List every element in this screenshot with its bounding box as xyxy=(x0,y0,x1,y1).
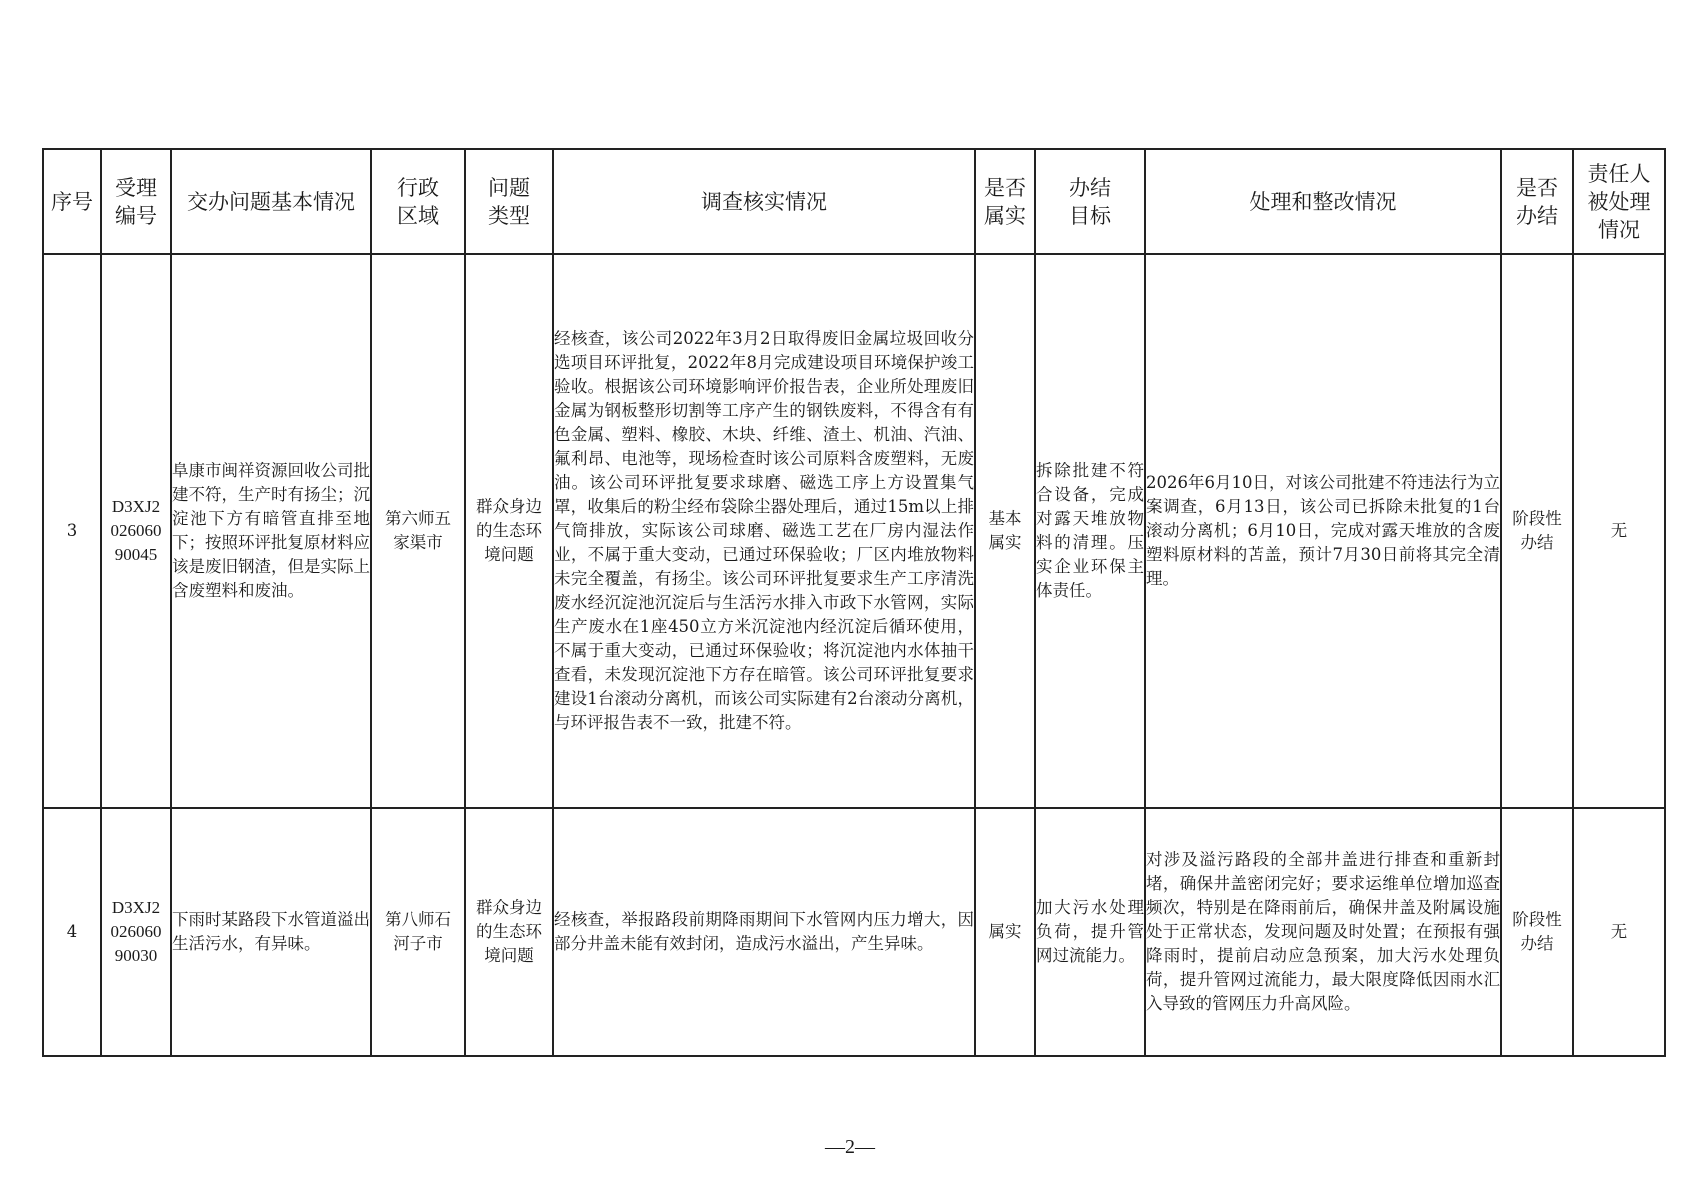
table-row xyxy=(43,808,1665,1056)
cell-accountability: 无 xyxy=(1573,808,1665,1056)
header-handling: 处理和整改情况 xyxy=(1145,149,1501,254)
header-region xyxy=(371,149,465,254)
header-problem: 交办问题基本情况 xyxy=(171,149,371,254)
cell-id xyxy=(101,808,171,1056)
cell-problem: 下雨时某路段下水管道溢出生活污水，有异味。 xyxy=(171,808,371,1056)
cell-completed-text: 阶段性 办结 xyxy=(1512,509,1562,552)
header-verified-text: 是否 属实 xyxy=(984,175,1026,228)
cell-problem: 阜康市闽祥资源回收公司批建不符，生产时有扬尘；沉淀池下方有暗管直排至地下；按照环评批复原材料应该是废旧钢渣，但是实际上含废塑料和废油。 xyxy=(171,254,371,808)
table-row xyxy=(43,254,1665,808)
cell-handling: 2026年6月10日，对该公司批建不符违法行为立案调查，6月13日，该公司已拆除未批复的1台滚动分离机；6月10日，完成对露天堆放的含废塑料原材料的苫盖，预计7月30日前将其完全清理。 xyxy=(1145,254,1501,808)
cell-type xyxy=(465,254,553,808)
header-seq: 序号 xyxy=(43,149,101,254)
cell-goal: 加大污水处理负荷，提升管网过流能力。 xyxy=(1035,808,1145,1056)
cell-id-text: D3XJ2 026060 90045 xyxy=(110,497,162,564)
cell-investigation: 经核查，举报路段前期降雨期间下水管网内压力增大，因部分井盖未能有效封闭，造成污水溢出，产生异味。 xyxy=(553,808,975,1056)
header-completed xyxy=(1501,149,1573,254)
cell-completed-text: 阶段性 办结 xyxy=(1512,910,1562,953)
cell-region-text: 第六师五 家渠市 xyxy=(385,509,451,552)
cell-verified-text: 基本 属实 xyxy=(988,509,1022,552)
page-number: —2— xyxy=(825,1136,875,1158)
header-completed-text: 是否 办结 xyxy=(1516,175,1558,228)
cell-id xyxy=(101,254,171,808)
cell-seq: 3 xyxy=(43,254,101,808)
header-accountability xyxy=(1573,149,1665,254)
header-verified xyxy=(975,149,1035,254)
header-id xyxy=(101,149,171,254)
header-goal xyxy=(1035,149,1145,254)
cell-verified-text: 属实 xyxy=(988,922,1022,941)
cell-region-text: 第八师石 河子市 xyxy=(385,910,451,953)
cell-seq: 4 xyxy=(43,808,101,1056)
cell-type xyxy=(465,808,553,1056)
cell-verified xyxy=(975,808,1035,1056)
cell-investigation: 经核查，该公司2022年3月2日取得废旧金属垃圾回收分选项目环评批复，2022年8月完成建设项目环境保护竣工验收。根据该公司环境影响评价报告表，企业所处理废旧金属为钢板整形切割等工序产生的钢铁废料，不得含有有色金属、塑料、橡胶、木块、纤维、渣土、机油、汽油、氟利昂、电池等，现场检查时该公司原料含废塑料，无废油。该公司环评批复要求球磨、磁选工序上方设置集气罩，收集后的粉尘经布袋除尘器处理后，通过15m以上排气筒排放，实际该公司球磨、磁选工艺在厂房内湿法作业，不属于重大变动，已通过环保验收；厂区内堆放物料未完全覆盖，有扬尘。该公司环评批复要求生产工序清洗废水经沉淀池沉淀后与生活污水排入市政下水管网，实际生产废水在1座450立方米沉淀池内经沉淀后循环使用，不属于重大变动，已通过环保验收；将沉淀池内水体抽干查看，未发现沉淀池下方存在暗管。该公司环评批复要求建设1台滚动分离机，而该公司实际建有2台滚动分离机，与环评报告表不一致，批建不符。 xyxy=(553,254,975,808)
header-id-text: 受理 编号 xyxy=(115,175,157,228)
header-type xyxy=(465,149,553,254)
cell-id-text: D3XJ2 026060 90030 xyxy=(110,898,162,965)
cell-completed xyxy=(1501,254,1573,808)
cell-type-text: 群众身边 的生态环 境问题 xyxy=(476,898,542,965)
cell-region xyxy=(371,808,465,1056)
header-investigation: 调查核实情况 xyxy=(553,149,975,254)
cell-handling: 对涉及溢污路段的全部井盖进行排查和重新封堵，确保井盖密闭完好；要求运维单位增加巡查频次，特别是在降雨前后，确保井盖及附属设施处于正常状态，发现问题及时处置；在预报有强降雨时，提前启动应急预案，加大污水处理负荷，提升管网过流能力，最大限度降低因雨水汇入导致的管网压力升高风险。 xyxy=(1145,808,1501,1056)
header-accountability-text: 责任人 被处理 情况 xyxy=(1587,161,1651,242)
cell-type-text: 群众身边 的生态环 境问题 xyxy=(476,497,542,564)
cell-region xyxy=(371,254,465,808)
case-table xyxy=(42,148,1666,1057)
cell-accountability: 无 xyxy=(1573,254,1665,808)
header-region-text: 行政 区域 xyxy=(397,175,439,228)
header-goal-text: 办结 目标 xyxy=(1069,175,1111,228)
cell-verified xyxy=(975,254,1035,808)
cell-completed xyxy=(1501,808,1573,1056)
cell-goal: 拆除批建不符合设备，完成对露天堆放物料的清理。压实企业环保主体责任。 xyxy=(1035,254,1145,808)
header-type-text: 问题 类型 xyxy=(488,175,530,228)
table-header-row xyxy=(43,149,1665,254)
